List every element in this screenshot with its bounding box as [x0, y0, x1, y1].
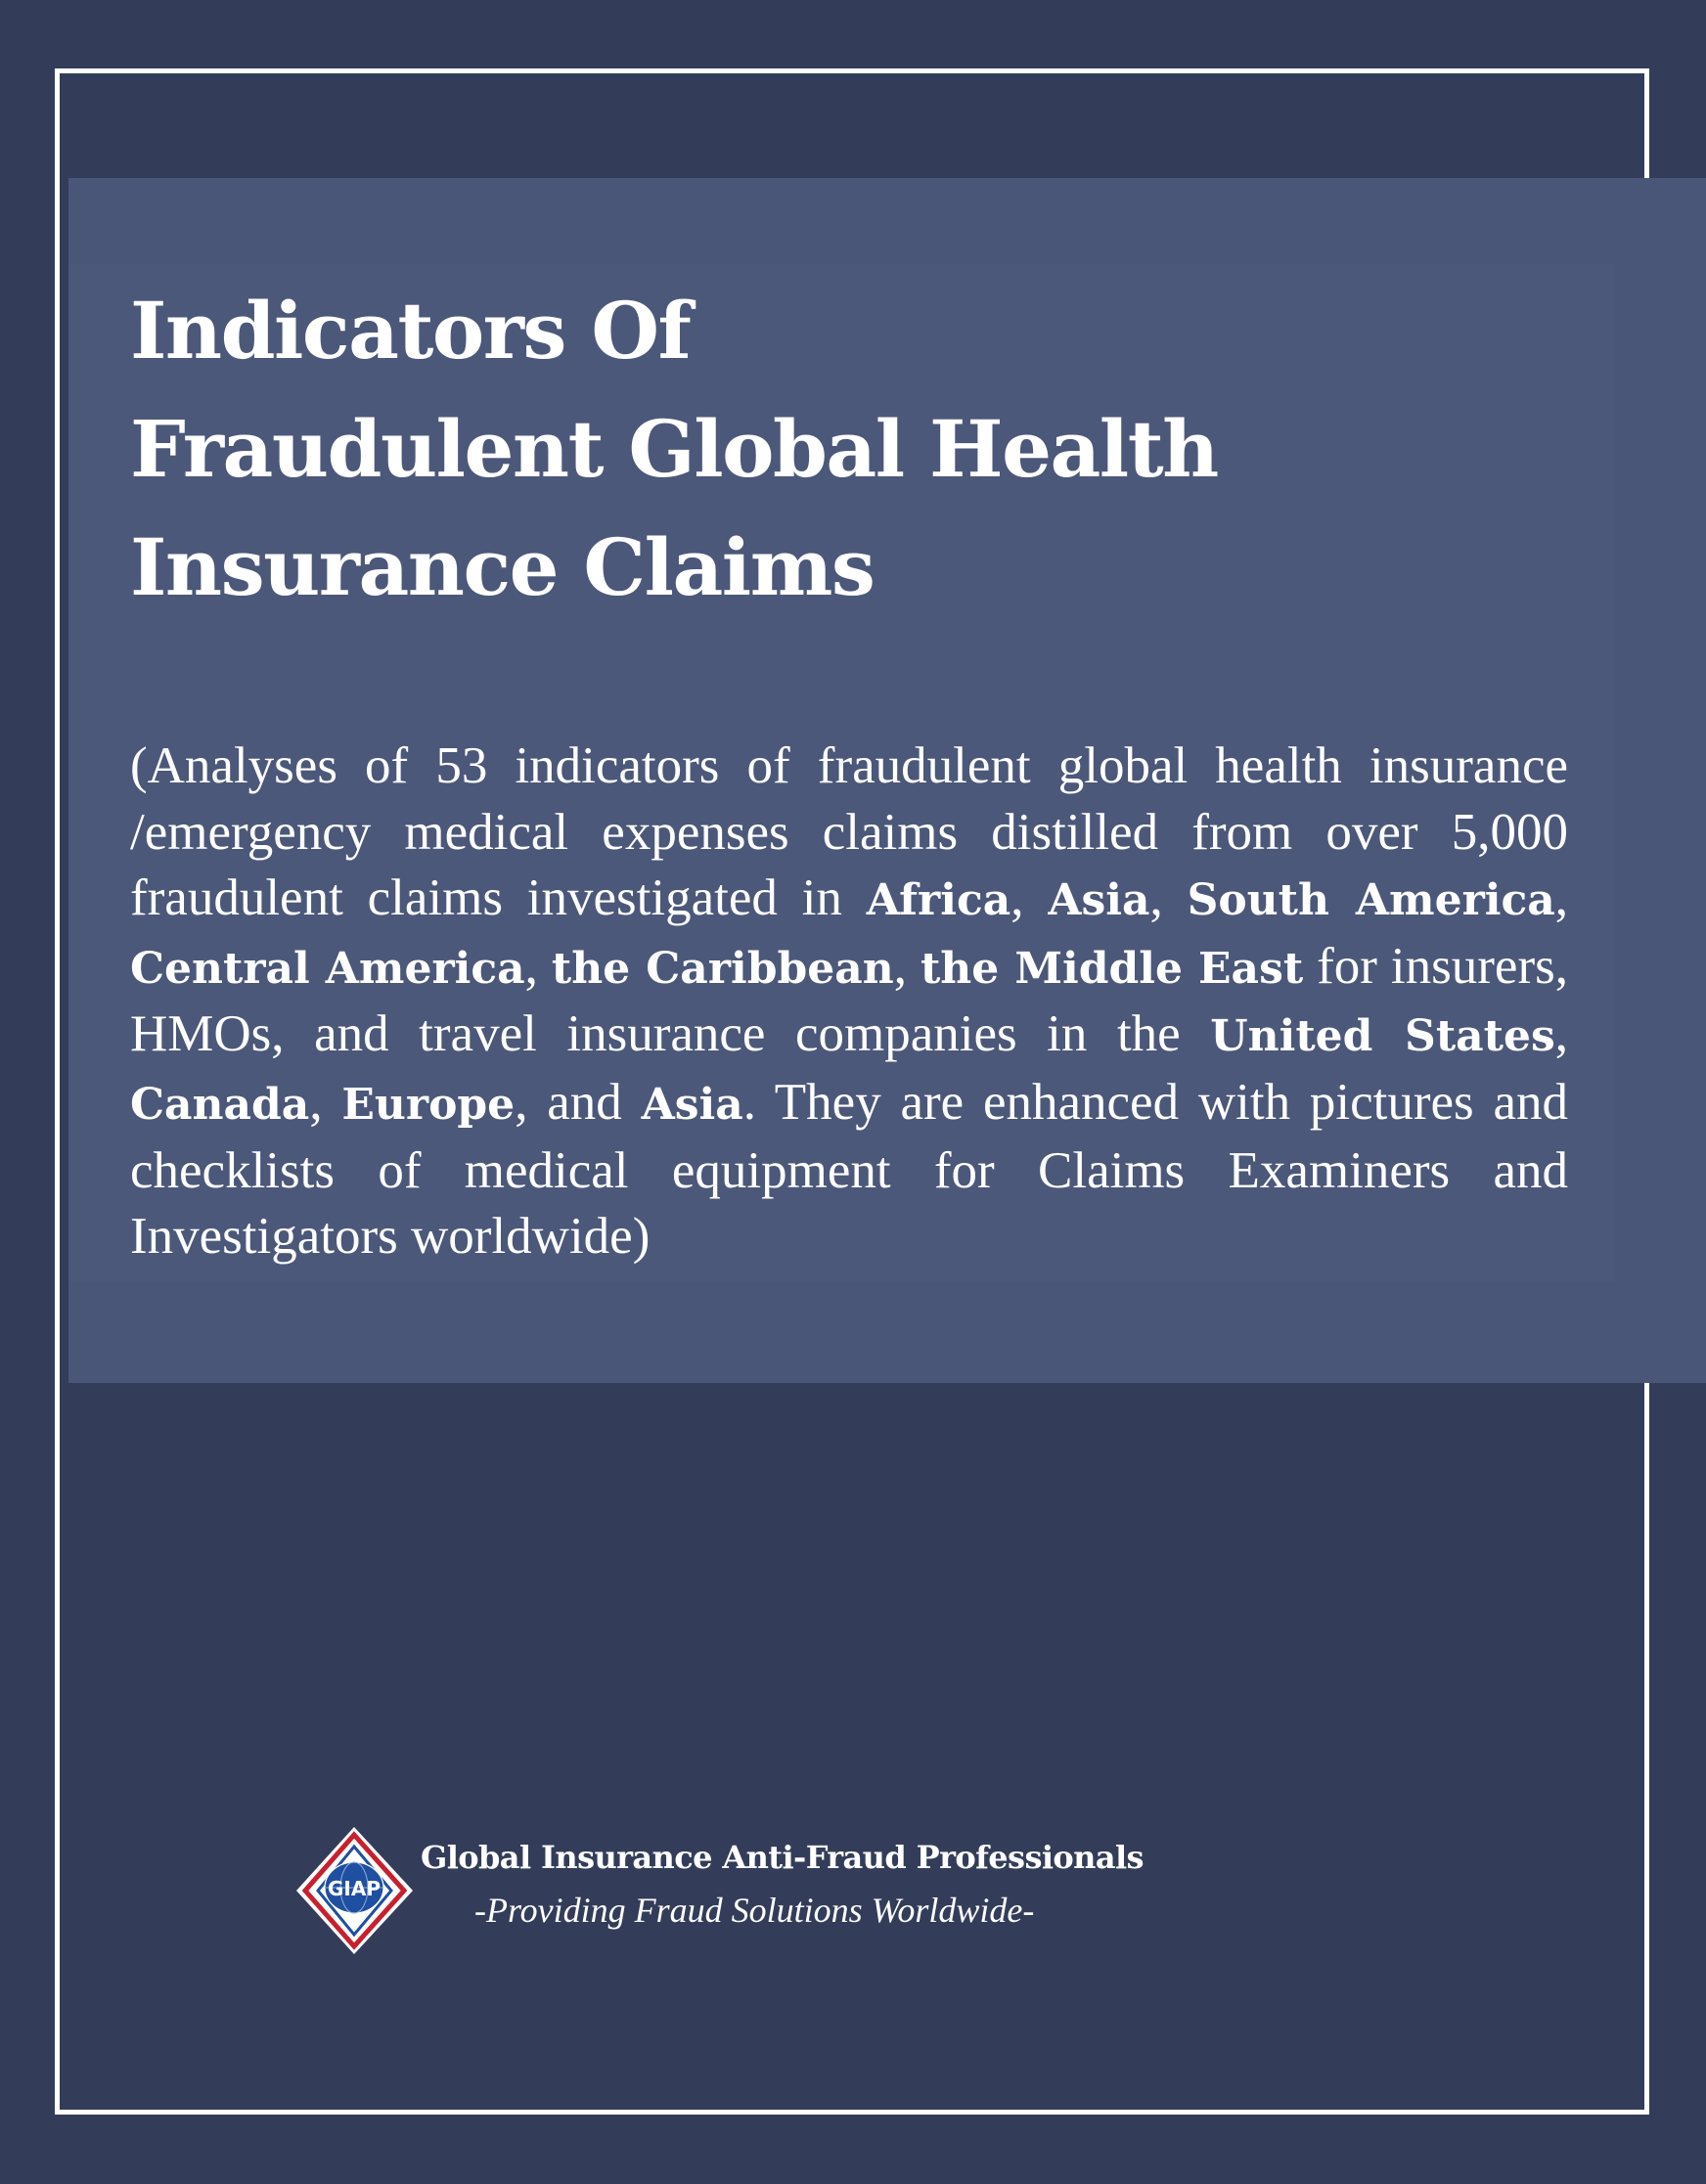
region-canada: Canada — [130, 1079, 310, 1130]
separator: , — [309, 1073, 342, 1131]
description-text-2: for insurers, HMOs, and travel insurance companies in the — [130, 937, 1568, 1063]
separator: , — [1010, 869, 1049, 927]
separator: , — [893, 937, 920, 995]
giap-logo — [293, 1825, 416, 1956]
description-text-3: . They are enhanced with pictures and checklists of medical equipment for Claims Examiners and Investigators worldwide) — [130, 1073, 1568, 1266]
organization-tagline: -Providing Fraud Solutions Worldwide- — [474, 1891, 1035, 1930]
title-line-1: Indicators Of — [130, 285, 691, 377]
logo-text: GIAP — [328, 1877, 381, 1900]
region-africa: Africa — [866, 875, 1011, 926]
region-europe: Europe — [341, 1079, 516, 1130]
region-middle-east: the Middle East — [920, 943, 1304, 994]
separator: , and — [515, 1073, 642, 1131]
region-caribbean: the Caribbean — [551, 943, 894, 994]
separator: , — [524, 937, 552, 995]
document-title — [130, 272, 1218, 627]
title-line-2: Fraudulent Global Health — [130, 403, 1218, 495]
separator: , — [1149, 869, 1188, 927]
region-asia: Asia — [641, 1079, 743, 1130]
organization-name: Global Insurance Anti-Fraud Professionals — [421, 1839, 1144, 1876]
title-line-3: Insurance Claims — [130, 521, 875, 613]
region-asia: Asia — [1048, 875, 1150, 926]
region-united-states: United States — [1210, 1011, 1555, 1062]
description-text-1: (Analyses of 53 indicators of fraudulent global health insurance /emergency medical expenses claims distilled from over 5,000 fraudulent claims investigated in — [130, 737, 1568, 927]
description — [130, 734, 1568, 1270]
separator: , — [1554, 869, 1569, 927]
separator: , — [1554, 1005, 1568, 1063]
publisher-footer — [293, 1825, 1174, 1962]
region-central-america: Central America — [130, 943, 525, 994]
region-south-america: South America — [1187, 875, 1555, 926]
